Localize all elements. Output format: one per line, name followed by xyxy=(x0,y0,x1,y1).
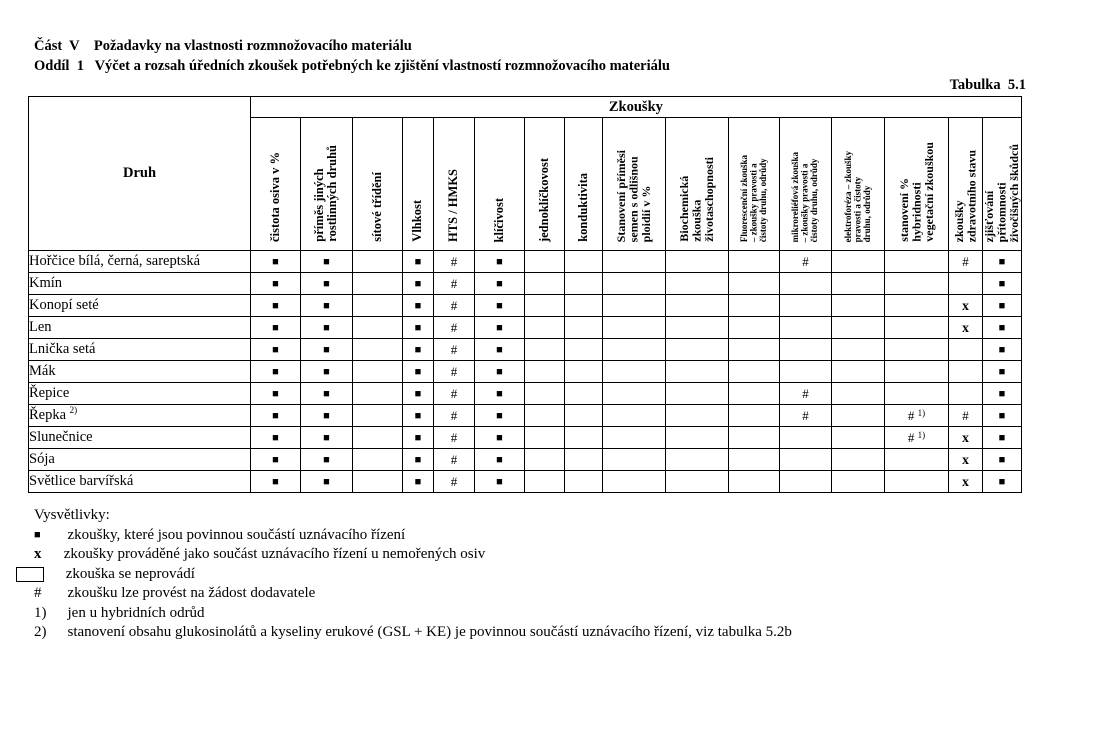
test-cell xyxy=(832,471,885,493)
test-cell: # xyxy=(434,317,475,339)
column-header xyxy=(434,118,475,251)
test-cell: ■ xyxy=(301,361,353,383)
test-cell: x xyxy=(949,317,983,339)
test-cell xyxy=(780,317,832,339)
table-row xyxy=(29,361,1022,383)
test-cell xyxy=(525,361,565,383)
test-cell: ■ xyxy=(403,471,434,493)
test-cell xyxy=(885,383,949,405)
table-row xyxy=(29,427,1022,449)
crop-name: Slunečnice xyxy=(29,427,251,449)
table-row xyxy=(29,273,1022,295)
test-cell xyxy=(885,251,949,273)
test-cell xyxy=(603,449,666,471)
test-cell xyxy=(353,317,403,339)
test-cell xyxy=(353,471,403,493)
test-cell: ■ xyxy=(403,449,434,471)
test-cell xyxy=(666,361,729,383)
test-cell xyxy=(565,471,603,493)
crop-name: Řepka $^{2)}$ xyxy=(29,405,251,427)
test-cell xyxy=(525,471,565,493)
test-cell: # $^{1)}$ xyxy=(885,405,949,427)
test-cell xyxy=(885,273,949,295)
test-cell xyxy=(353,251,403,273)
test-cell: ■ xyxy=(403,361,434,383)
test-cell: ■ xyxy=(983,295,1022,317)
legend-symbol: 1) xyxy=(34,604,47,621)
column-header xyxy=(983,118,1022,251)
test-cell xyxy=(666,317,729,339)
test-cell: # xyxy=(434,273,475,295)
test-cell xyxy=(780,295,832,317)
column-header-label: konduktivita xyxy=(575,173,590,242)
test-cell xyxy=(565,427,603,449)
column-header xyxy=(603,118,666,251)
test-cell xyxy=(603,383,666,405)
test-cell xyxy=(603,295,666,317)
test-cell: ■ xyxy=(983,339,1022,361)
legend xyxy=(34,506,792,643)
test-cell: ■ xyxy=(301,449,353,471)
column-header-label: Biochemická zkouška životaschopnosti xyxy=(677,157,717,242)
test-cell xyxy=(666,339,729,361)
test-cell xyxy=(353,273,403,295)
test-cell: ■ xyxy=(301,383,353,405)
test-cell xyxy=(603,405,666,427)
test-cell xyxy=(729,295,780,317)
test-cell xyxy=(525,273,565,295)
test-cell: x xyxy=(949,295,983,317)
test-cell xyxy=(885,317,949,339)
column-header-label: HTS / HMKS xyxy=(446,169,461,242)
test-cell xyxy=(832,251,885,273)
crop-name: Len xyxy=(29,317,251,339)
test-cell: # $^{1)}$ xyxy=(885,427,949,449)
test-cell xyxy=(565,383,603,405)
column-header-label: čistota osiva v % xyxy=(267,152,282,242)
test-cell xyxy=(565,295,603,317)
test-cell xyxy=(780,273,832,295)
test-cell xyxy=(780,339,832,361)
column-header-label: Vlhkost xyxy=(410,200,425,242)
test-cell: ■ xyxy=(475,405,525,427)
test-cell xyxy=(353,339,403,361)
test-cell: # xyxy=(780,405,832,427)
legend-symbol: x xyxy=(34,546,42,562)
column-header-label: Stanovení příměsi semen s odlišnou ploidií v % xyxy=(614,149,654,242)
test-cell xyxy=(729,273,780,295)
test-cell xyxy=(780,361,832,383)
legend-item xyxy=(34,604,792,624)
test-cell xyxy=(666,295,729,317)
legend-item xyxy=(34,545,792,565)
column-header-label: Fluorescenční zkouška – zkoušky pravosti a čistoty druhu, odrůdy xyxy=(738,154,768,242)
test-cell: # xyxy=(434,427,475,449)
test-cell: # xyxy=(780,383,832,405)
test-cell xyxy=(729,405,780,427)
test-cell xyxy=(565,361,603,383)
test-cell: ■ xyxy=(251,471,301,493)
part-heading: Část V Požadavky na vlastnosti rozmnožovacího materiálu xyxy=(34,38,412,54)
test-cell xyxy=(832,361,885,383)
test-cell xyxy=(885,361,949,383)
column-header xyxy=(885,118,949,251)
test-cell xyxy=(729,317,780,339)
test-cell: ■ xyxy=(475,427,525,449)
column-header-label: příměs jiných rostlinných druhů xyxy=(312,145,340,242)
crop-name: Sója xyxy=(29,449,251,471)
test-cell: # xyxy=(434,405,475,427)
test-cell: ■ xyxy=(301,339,353,361)
test-cell xyxy=(525,295,565,317)
test-cell xyxy=(729,383,780,405)
test-cell: # xyxy=(434,383,475,405)
test-cell xyxy=(885,339,949,361)
test-cell: ■ xyxy=(251,361,301,383)
test-cell: ■ xyxy=(301,251,353,273)
test-cell xyxy=(780,471,832,493)
test-cell: ■ xyxy=(403,317,434,339)
test-cell: x xyxy=(949,449,983,471)
test-cell: ■ xyxy=(475,339,525,361)
test-cell: ■ xyxy=(251,273,301,295)
column-header-label: jednoklíčkovost xyxy=(536,157,551,242)
column-header xyxy=(832,118,885,251)
test-cell xyxy=(832,405,885,427)
test-cell: ■ xyxy=(983,383,1022,405)
test-cell xyxy=(949,383,983,405)
test-cell xyxy=(525,339,565,361)
test-cell xyxy=(666,383,729,405)
legend-text: zkoušky prováděné jako součást uznávacího řízení u nemořených osiv xyxy=(60,546,486,562)
test-cell xyxy=(666,405,729,427)
test-cell xyxy=(525,251,565,273)
crop-name: Lnička setá xyxy=(29,339,251,361)
test-cell: ■ xyxy=(475,251,525,273)
test-cell: ■ xyxy=(983,251,1022,273)
test-cell xyxy=(666,251,729,273)
test-cell: ■ xyxy=(475,471,525,493)
table-row xyxy=(29,449,1022,471)
test-cell xyxy=(832,449,885,471)
test-cell: ■ xyxy=(475,383,525,405)
test-cell xyxy=(353,449,403,471)
test-cell xyxy=(729,361,780,383)
table-row xyxy=(29,339,1022,361)
test-cell: ■ xyxy=(403,339,434,361)
column-header xyxy=(301,118,353,251)
test-cell xyxy=(832,339,885,361)
test-cell xyxy=(565,317,603,339)
legend-symbol: 2) xyxy=(34,624,47,640)
test-cell: ■ xyxy=(475,449,525,471)
test-cell xyxy=(603,317,666,339)
test-cell: ■ xyxy=(251,427,301,449)
legend-item xyxy=(34,623,792,643)
legend-item xyxy=(34,565,792,585)
test-cell: ■ xyxy=(251,251,301,273)
test-cell xyxy=(832,427,885,449)
column-header-label: zkoušky zdravotního stavu xyxy=(951,149,979,242)
test-cell: # xyxy=(434,449,475,471)
legend-text: zkoušky, které jsou povinnou součástí uznávacího řízení xyxy=(60,526,406,543)
footnote-ref: 2) xyxy=(69,405,78,415)
test-cell: # xyxy=(949,251,983,273)
test-cell xyxy=(353,295,403,317)
test-cell xyxy=(525,405,565,427)
test-cell xyxy=(565,251,603,273)
test-cell xyxy=(603,339,666,361)
column-header xyxy=(475,118,525,251)
section-heading: Oddíl 1 Výčet a rozsah úředních zkoušek potřebných ke zjištění vlastností rozmnožovacího materiálu xyxy=(34,58,670,74)
test-cell xyxy=(832,295,885,317)
crop-name: Kmín xyxy=(29,273,251,295)
test-cell xyxy=(565,339,603,361)
test-cell: ■ xyxy=(403,251,434,273)
legend-text: zkouška se neprovádí xyxy=(62,565,195,582)
test-cell: ■ xyxy=(301,405,353,427)
column-header-label: sítové třídění xyxy=(369,172,384,242)
test-cell xyxy=(525,449,565,471)
column-header xyxy=(525,118,565,251)
test-cell: ■ xyxy=(983,361,1022,383)
test-cell: ■ xyxy=(475,361,525,383)
table-label: Tabulka 5.1 xyxy=(949,77,1026,93)
test-cell: ■ xyxy=(251,449,301,471)
test-cell xyxy=(780,427,832,449)
column-header-label: mikroreliéfová zkouška – zkoušky pravosti a čistoty druhu, odrůdy xyxy=(790,151,820,242)
legend-text: stanovení obsahu glukosinolátů a kyseliny erukové (GSL + KE) je povinnou součástí uznávacího řízení, viz tabulka 5.2b xyxy=(60,624,792,640)
test-cell: ■ xyxy=(475,317,525,339)
legend-text: zkoušku lze provést na žádost dodavatele xyxy=(60,585,316,601)
test-cell xyxy=(832,317,885,339)
test-cell: ■ xyxy=(301,471,353,493)
test-cell xyxy=(832,383,885,405)
column-header-label: stanovení % hybridnosti vegetační zkouškou xyxy=(896,142,936,242)
crop-name: Světlice barvířská xyxy=(29,471,251,493)
test-cell xyxy=(949,339,983,361)
test-cell xyxy=(729,251,780,273)
test-cell xyxy=(780,449,832,471)
test-cell: x xyxy=(949,471,983,493)
druh-header: Druh xyxy=(29,97,251,251)
test-cell: x xyxy=(949,427,983,449)
test-cell xyxy=(666,273,729,295)
table-row xyxy=(29,405,1022,427)
test-cell xyxy=(729,449,780,471)
test-cell xyxy=(666,471,729,493)
test-cell: ■ xyxy=(403,295,434,317)
test-cell: ■ xyxy=(251,339,301,361)
test-cell xyxy=(729,471,780,493)
table-row xyxy=(29,251,1022,273)
test-cell xyxy=(603,471,666,493)
legend-title: Vysvětlivky: xyxy=(34,507,110,523)
column-header xyxy=(780,118,832,251)
test-cell xyxy=(885,471,949,493)
empty-box-icon xyxy=(16,567,44,582)
test-cell xyxy=(666,427,729,449)
column-header xyxy=(565,118,603,251)
test-cell xyxy=(885,449,949,471)
test-cell xyxy=(603,251,666,273)
table-row xyxy=(29,317,1022,339)
test-cell: ■ xyxy=(475,273,525,295)
tests-table xyxy=(28,96,1022,493)
test-cell xyxy=(353,361,403,383)
test-cell xyxy=(832,273,885,295)
test-cell xyxy=(949,273,983,295)
test-cell xyxy=(353,383,403,405)
crop-name: Konopí seté xyxy=(29,295,251,317)
test-cell: ■ xyxy=(301,295,353,317)
test-cell: ■ xyxy=(983,449,1022,471)
test-cell xyxy=(353,405,403,427)
column-header xyxy=(403,118,434,251)
test-cell: ■ xyxy=(251,317,301,339)
crop-name: Hořčice bílá, černá, sareptská xyxy=(29,251,251,273)
test-cell: # xyxy=(434,361,475,383)
test-cell: ■ xyxy=(301,273,353,295)
test-cell xyxy=(525,317,565,339)
column-header-label: elektroforéza – zkoušky pravosti a čistoty druhu, odrůdy xyxy=(842,150,872,242)
column-header xyxy=(353,118,403,251)
column-header-label: klíčivost xyxy=(491,197,506,242)
table-row xyxy=(29,471,1022,493)
legend-symbol: # xyxy=(34,585,42,601)
column-header xyxy=(949,118,983,251)
column-header xyxy=(251,118,301,251)
zkousky-header: Zkoušky xyxy=(251,97,1022,118)
test-cell: ■ xyxy=(983,317,1022,339)
test-cell xyxy=(525,427,565,449)
test-cell: # xyxy=(949,405,983,427)
test-cell xyxy=(603,427,666,449)
test-cell: ■ xyxy=(403,273,434,295)
test-cell xyxy=(666,449,729,471)
crop-name: Řepice xyxy=(29,383,251,405)
test-cell: ■ xyxy=(983,405,1022,427)
test-cell: ■ xyxy=(251,405,301,427)
test-cell: ■ xyxy=(475,295,525,317)
test-cell: ■ xyxy=(403,405,434,427)
test-cell xyxy=(603,273,666,295)
test-cell: ■ xyxy=(403,383,434,405)
test-cell: ■ xyxy=(983,273,1022,295)
legend-text: jen u hybridních odrůd xyxy=(60,604,205,621)
test-cell xyxy=(353,427,403,449)
test-cell: ■ xyxy=(301,317,353,339)
test-cell: ■ xyxy=(983,471,1022,493)
test-cell xyxy=(885,295,949,317)
test-cell xyxy=(525,383,565,405)
test-cell: ■ xyxy=(301,427,353,449)
test-cell: # xyxy=(434,295,475,317)
test-cell xyxy=(565,449,603,471)
test-cell xyxy=(603,361,666,383)
test-cell xyxy=(565,273,603,295)
crop-name: Mák xyxy=(29,361,251,383)
table-row xyxy=(29,383,1022,405)
test-cell: # xyxy=(434,339,475,361)
test-cell: ■ xyxy=(251,383,301,405)
test-cell: # xyxy=(434,251,475,273)
legend-item xyxy=(34,584,792,604)
test-cell xyxy=(565,405,603,427)
test-cell: ■ xyxy=(251,295,301,317)
column-header xyxy=(729,118,780,251)
legend-symbol: ■ xyxy=(34,528,41,541)
column-header xyxy=(666,118,729,251)
test-cell: # xyxy=(434,471,475,493)
test-cell xyxy=(729,427,780,449)
table-row xyxy=(29,295,1022,317)
column-header-label: zjišťování přítomnosti živočišných škůdců xyxy=(982,143,1022,242)
test-cell xyxy=(949,361,983,383)
test-cell: # xyxy=(780,251,832,273)
legend-item xyxy=(34,526,792,546)
test-cell xyxy=(729,339,780,361)
test-cell: ■ xyxy=(403,427,434,449)
test-cell: ■ xyxy=(983,427,1022,449)
